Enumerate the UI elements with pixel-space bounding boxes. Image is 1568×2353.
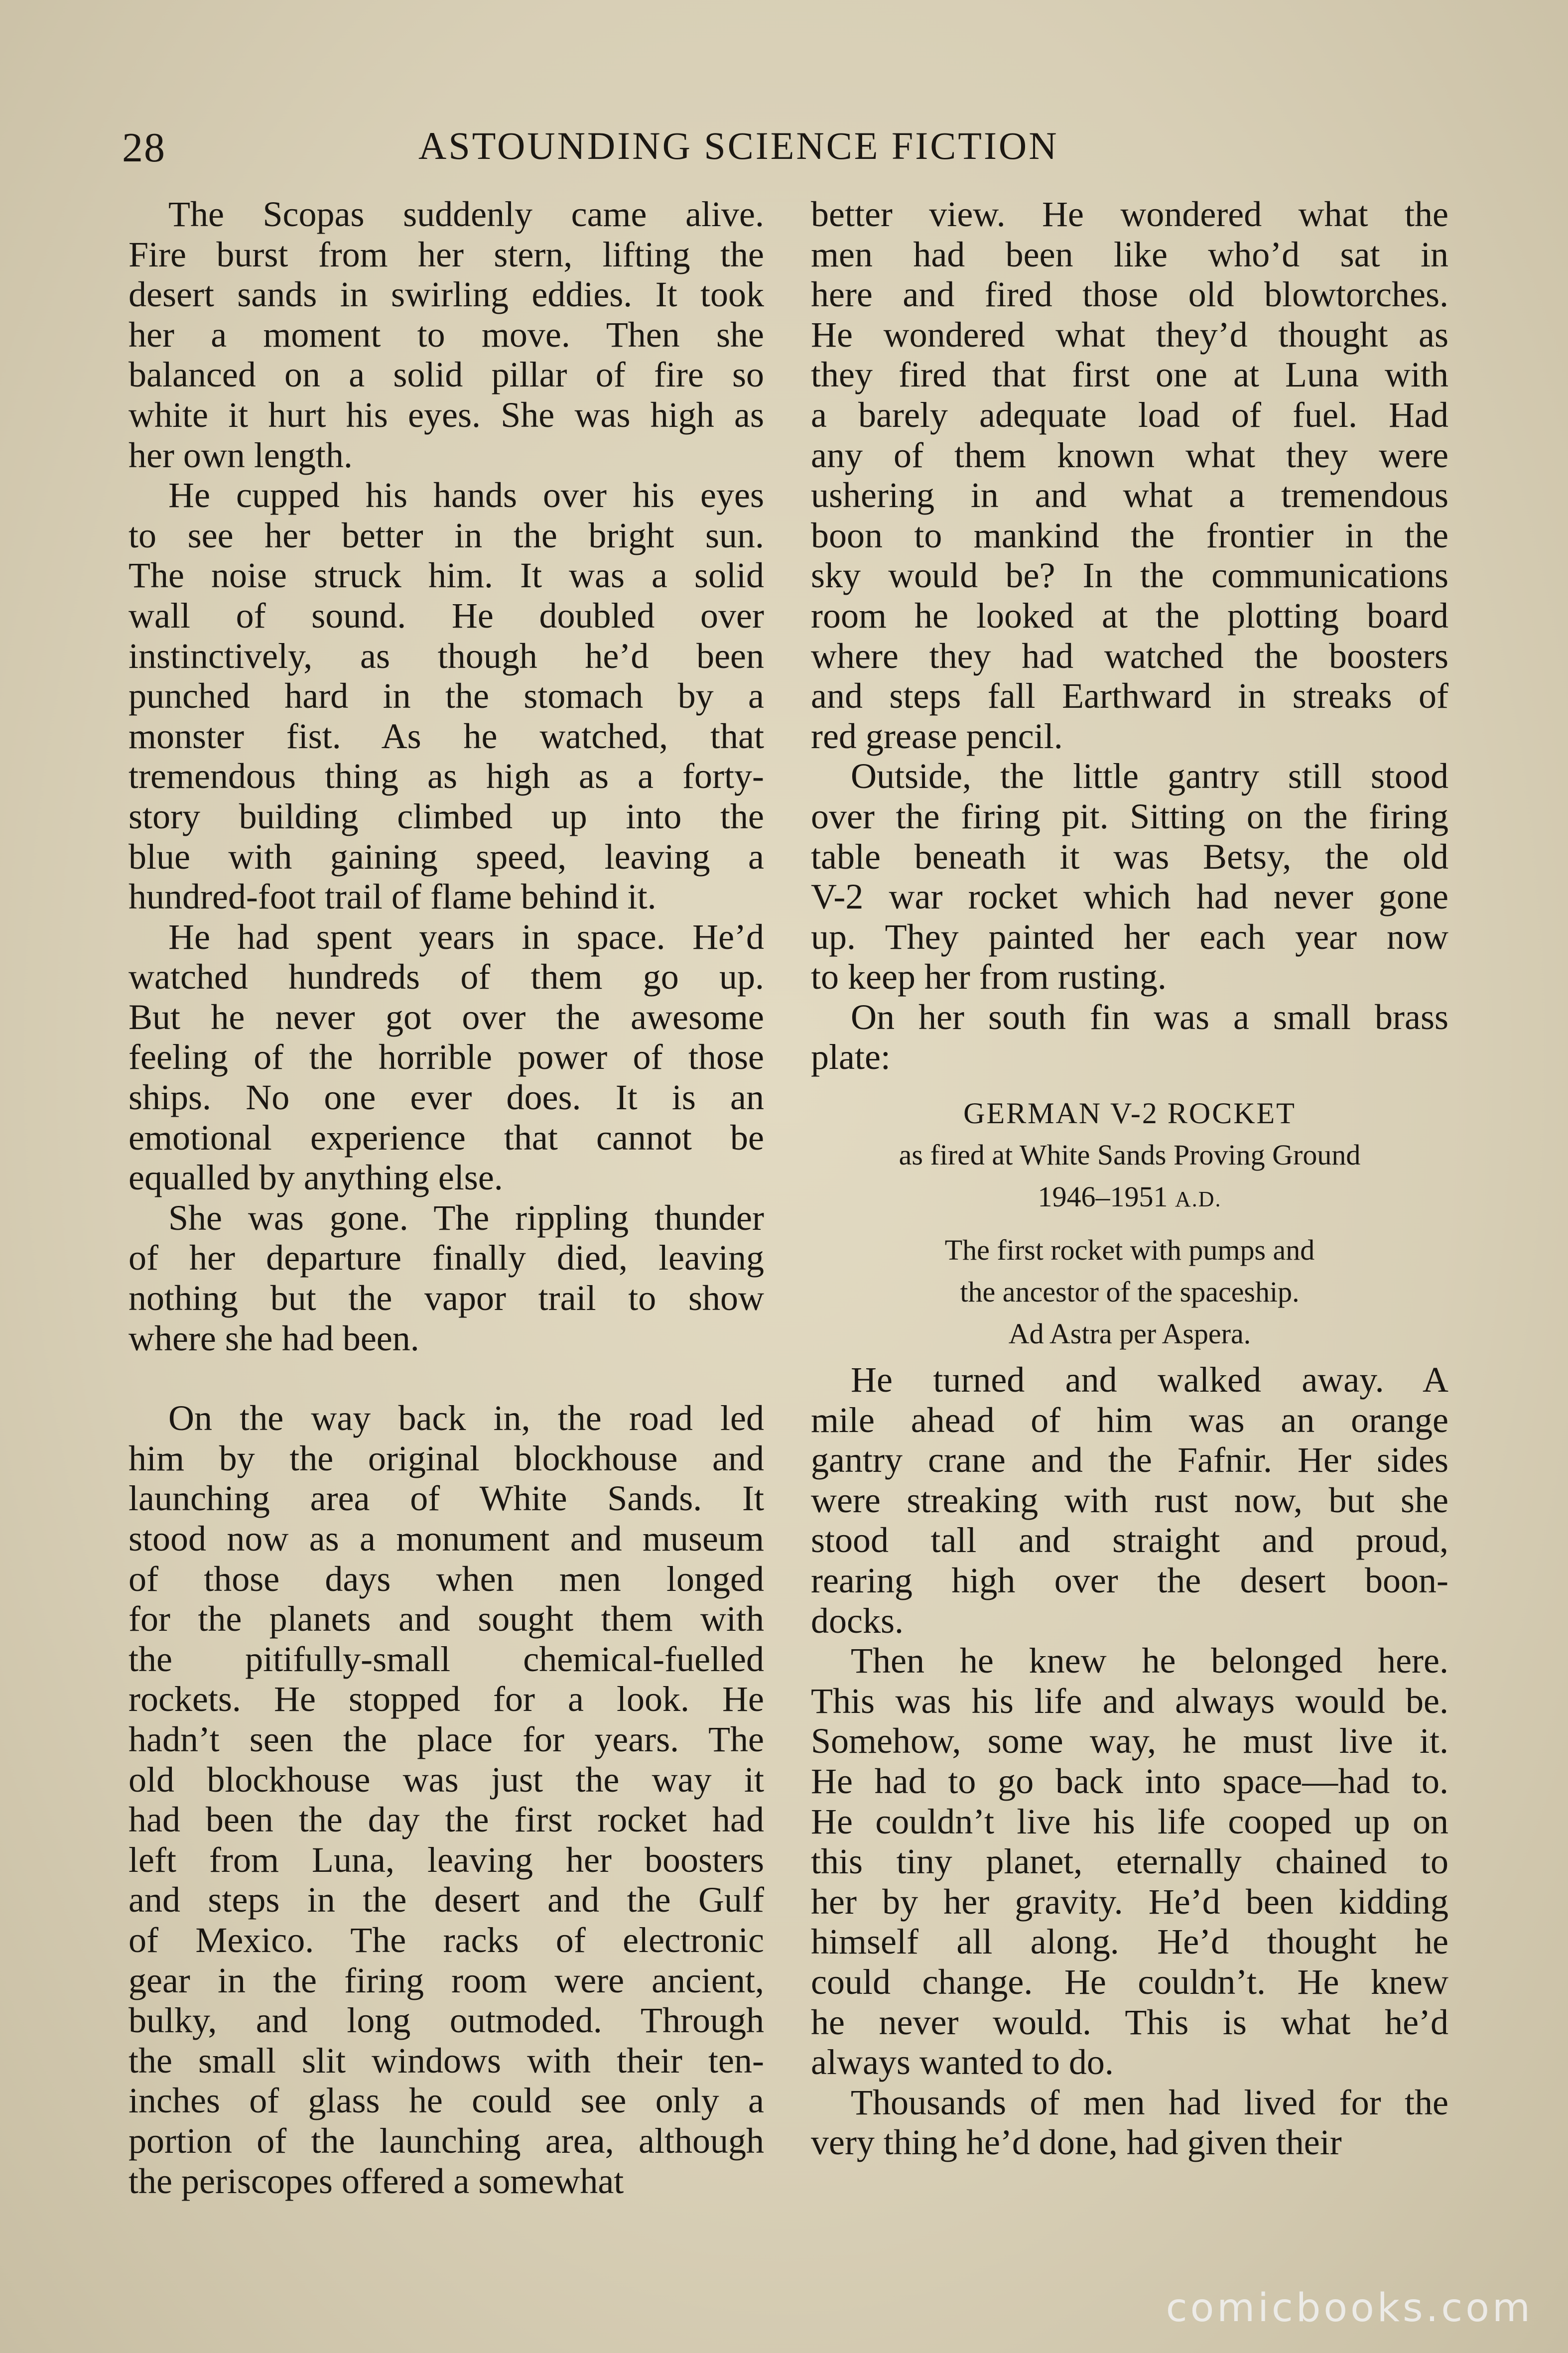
text-line: sky would be? In the communications <box>811 555 1448 596</box>
paragraph <box>129 1398 764 2201</box>
text-line: Somehow, some way, he must live it. <box>811 1721 1448 1761</box>
text-line: V-2 war rocket which had never gone <box>811 877 1448 917</box>
text-line: This was his life and always would be. <box>811 1681 1448 1721</box>
text-line: watched hundreds of them go up. <box>129 957 764 997</box>
text-line: gantry crane and the Fafnir. Her sides <box>811 1440 1448 1480</box>
paragraph <box>811 194 1448 756</box>
text-line: She was gone. The rippling thunder <box>168 1197 764 1238</box>
text-line: to keep her from rusting. <box>811 957 1167 997</box>
text-line: monster fist. As he watched, that <box>129 716 764 756</box>
paragraph <box>811 1641 1448 2083</box>
text-line: her own length. <box>129 435 353 475</box>
text-line: where she had been. <box>129 1318 419 1358</box>
plaque-line: The first rocket with pumps and <box>944 1234 1315 1267</box>
text-line: any of them known what they were <box>811 435 1448 475</box>
plaque-title: GERMAN V-2 ROCKET <box>963 1097 1296 1130</box>
text-line: where they had watched the boosters <box>811 636 1448 676</box>
plaque-line <box>811 1176 1448 1220</box>
text-line: instinctively, as though he’d been <box>129 636 764 676</box>
text-line: Outside, the little gantry still stood <box>851 756 1448 796</box>
text-line: Then he knew he belonged here. <box>851 1641 1448 1681</box>
text-line: inches of glass he could see only a <box>129 2081 764 2121</box>
text-line: nothing but the vapor trail to show <box>129 1278 764 1318</box>
text-line: they fired that first one at Luna with <box>811 355 1448 395</box>
text-line: had been the day the first rocket had <box>129 1800 764 1840</box>
text-line: He had to go back into space—had to. <box>811 1761 1448 1801</box>
text-line: her a moment to move. Then she <box>129 314 764 355</box>
text-line: Fire burst from her stern, lifting the <box>129 234 764 274</box>
text-line: left from Luna, leaving her boosters <box>129 1839 764 1880</box>
plaque-era: A.D. <box>1175 1187 1222 1212</box>
text-line: boon to mankind the frontier in the <box>811 515 1448 555</box>
text-line: red grease pencil. <box>811 716 1063 756</box>
text-line: himself all along. He’d thought he <box>811 1922 1448 1962</box>
text-line: punched hard in the stomach by a <box>129 676 764 716</box>
paragraph <box>811 756 1448 997</box>
text-line: and steps fall Earthward in streaks of <box>811 676 1448 716</box>
text-line: over the firing pit. Sitting on the firing <box>811 796 1448 836</box>
right-column <box>811 194 1448 2163</box>
text-line: of those days when men longed <box>129 1559 764 1599</box>
plaque-gap <box>811 1220 1448 1229</box>
text-line: launching area of White Sands. It <box>129 1478 764 1519</box>
text-line: for the planets and sought them with <box>129 1599 764 1639</box>
text-line: bulky, and long outmoded. Through <box>129 2000 764 2041</box>
text-line: could change. He couldn’t. He knew <box>811 1961 1448 2002</box>
paragraph <box>811 2083 1448 2163</box>
text-line: He wondered what they’d thought as <box>811 314 1448 355</box>
text-line: wall of sound. He doubled over <box>129 595 764 636</box>
text-line: story building climbed up into the <box>129 796 764 836</box>
text-line: and steps in the desert and the Gulf <box>129 1880 764 1920</box>
text-line: emotional experience that cannot be <box>129 1117 764 1158</box>
text-line: portion of the launching area, although <box>129 2120 764 2161</box>
text-line: mile ahead of him was an orange <box>811 1400 1448 1440</box>
text-line: ships. No one ever does. It is an <box>129 1077 764 1118</box>
text-line: ushering in and what a tremendous <box>811 475 1448 516</box>
text-line: On her south fin was a small brass <box>851 997 1448 1037</box>
text-line: docks. <box>811 1600 904 1641</box>
paragraph <box>811 997 1448 1077</box>
text-line: always wanted to do. <box>811 2042 1114 2083</box>
text-line: The noise struck him. It was a solid <box>129 555 764 596</box>
running-head: ASTOUNDING SCIENCE FICTION <box>418 124 1059 167</box>
text-line: rockets. He stopped for a look. He <box>129 1679 764 1719</box>
paragraph <box>129 475 764 917</box>
text-line: plate: <box>811 1037 891 1077</box>
section-break <box>129 1358 764 1398</box>
text-line: men had been like who’d sat in <box>811 234 1448 274</box>
text-line: He had spent years in space. He’d <box>168 916 764 957</box>
text-line: this tiny planet, eternally chained to <box>811 1841 1448 1882</box>
text-line: On the way back in, the road led <box>168 1398 764 1438</box>
text-line: hadn’t seen the place for years. The <box>129 1719 764 1759</box>
text-line: But he never got over the awesome <box>129 997 764 1037</box>
text-line: very thing he’d done, had given their <box>811 2122 1342 2163</box>
text-line: up. They painted her each year now <box>811 916 1448 957</box>
text-line: he never would. This is what he’d <box>811 2002 1448 2042</box>
text-line: feeling of the horrible power of those <box>129 1037 764 1077</box>
page-number: 28 <box>122 125 166 171</box>
text-line: rearing high over the desert boon- <box>811 1561 1448 1601</box>
text-line: the pitifully-small chemical-fuelled <box>129 1639 764 1679</box>
text-line: He couldn’t live his life cooped up on <box>811 1801 1448 1841</box>
text-line: equalled by anything else. <box>129 1158 503 1198</box>
text-line: old blockhouse was just the way it <box>129 1759 764 1800</box>
text-line: desert sands in swirling eddies. It took <box>129 274 764 315</box>
plaque-line: as fired at White Sands Proving Ground <box>899 1139 1361 1172</box>
text-line: her by her gravity. He’d been kidding <box>811 1881 1448 1922</box>
text-line: He turned and walked away. A <box>851 1360 1448 1400</box>
paragraph <box>129 917 764 1198</box>
paragraph <box>129 1198 764 1358</box>
text-line: stood now as a monument and museum <box>129 1519 764 1559</box>
plaque-line: Ad Astra per Aspera. <box>1008 1317 1251 1350</box>
text-line: He cupped his hands over his eyes <box>168 475 764 516</box>
text-line: of her departure finally died, leaving <box>129 1238 764 1278</box>
text-line: here and fired those old blowtorches. <box>811 274 1448 315</box>
brass-plate-inscription <box>811 1092 1448 1355</box>
plaque-line: the ancestor of the spaceship. <box>960 1276 1300 1308</box>
paragraph <box>129 194 764 475</box>
text-line: the periscopes offered a somewhat <box>129 2161 624 2201</box>
text-line: room he looked at the plotting board <box>811 595 1448 636</box>
text-line: Thousands of men had lived for the <box>851 2082 1448 2122</box>
text-line: to see her better in the bright sun. <box>129 515 764 555</box>
text-line: hundred-foot trail of flame behind it. <box>129 877 656 917</box>
paragraph <box>811 1360 1448 1641</box>
text-line: The Scopas suddenly came alive. <box>168 194 764 234</box>
watermark: comicbooks.com <box>1166 2286 1533 2331</box>
text-line: balanced on a solid pillar of fire so <box>129 355 764 395</box>
text-line: table beneath it was Betsy, the old <box>811 836 1448 877</box>
text-line: white it hurt his eyes. She was high as <box>129 394 764 435</box>
text-line: a barely adequate load of fuel. Had <box>811 394 1448 435</box>
text-line: blue with gaining speed, leaving a <box>129 836 764 877</box>
text-line: tremendous thing as high as a forty- <box>129 756 764 796</box>
text-line: of Mexico. The racks of electronic <box>129 1920 764 1960</box>
text-line: better view. He wondered what the <box>811 194 1448 234</box>
plaque-years: 1946–1951 <box>1038 1180 1168 1213</box>
text-line: gear in the firing room were ancient, <box>129 1960 764 2000</box>
left-column <box>129 194 764 2201</box>
text-line: him by the original blockhouse and <box>129 1438 764 1478</box>
text-line: the small slit windows with their ten- <box>129 2040 764 2081</box>
text-line: stood tall and straight and proud, <box>811 1520 1448 1561</box>
text-line: were streaking with rust now, but she <box>811 1480 1448 1520</box>
page-header <box>0 124 1568 178</box>
